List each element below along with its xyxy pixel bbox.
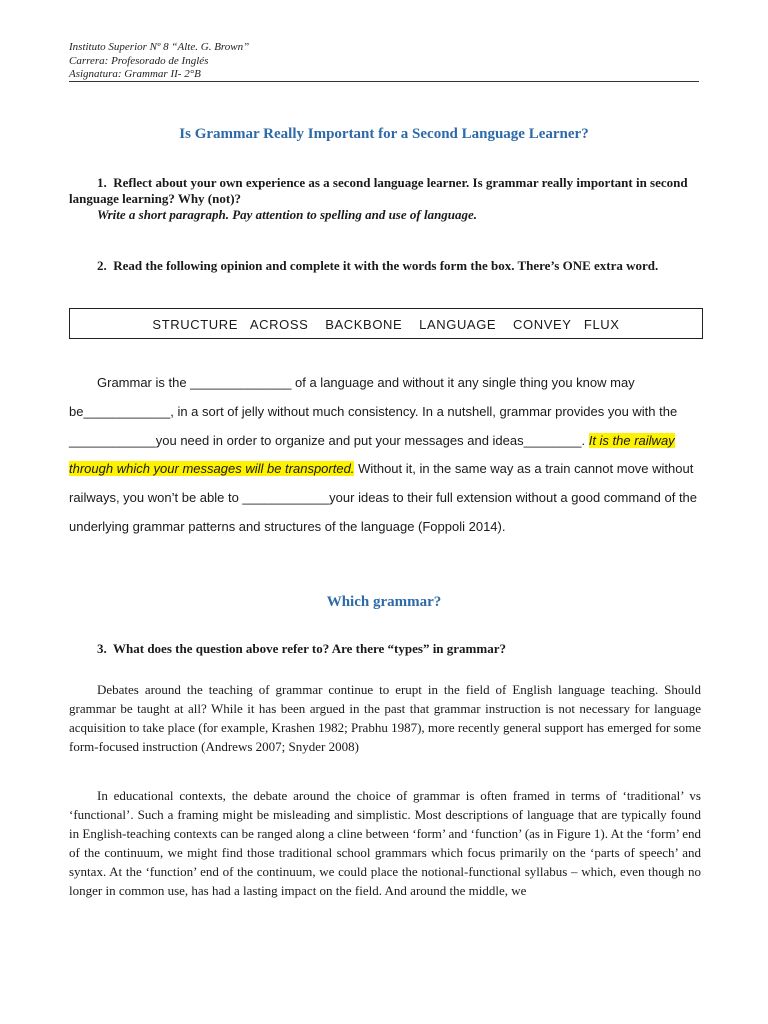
page-title: Is Grammar Really Important for a Second Language Learner? (179, 126, 589, 142)
section-subtitle: Which grammar? (326, 594, 442, 610)
body-paragraph-2: In educational contexts, the debate around the choice of grammar is often framed in terms of ‘traditional’ vs ‘functional’. Such a framing might be misleading and simplistic. Most descriptions of language that are typically found in English-teaching contexts can be ranged along a cline between ‘form’ and ‘function’ (as in Figure 1). At the ‘form’ end of the continuum, we might find those traditional school grammars which focus primarily on the ‘parts of speech’ and syntax. At the ‘function’ end of the continuum, we could place the notional-functional syllabus – which, even though no longer in common use, has had a lasting impact on the field. And around the middle, we (69, 788, 701, 898)
question-3-number: 3. (97, 641, 107, 656)
question-2-number: 2. (97, 258, 107, 273)
career-line: Carrera: Profesorado de Inglés (69, 54, 209, 67)
question-1-number: 1. (97, 175, 107, 190)
word-box-words: STRUCTURE ACROSS BACKBONE LANGUAGE CONVEY FLUX (152, 317, 620, 332)
opinion-text-1: Grammar is the ______________ of a language and without it any single thing you know may be____________, in a sort of jelly without much consistency. In a nutshell, grammar provides you with the ____________you need in order to organize and put your messages and ideas________. (69, 375, 678, 448)
question-1 (69, 175, 709, 223)
institution-line: Instituto Superior Nº 8 “Alte. G. Brown” (69, 41, 250, 53)
opinion-highlight: It is the railway through which your messages will be transported. (69, 432, 675, 477)
question-2-text: Read the following opinion and complete it with the words form the box. There’s ONE extra word. (113, 258, 659, 273)
question-3 (69, 641, 709, 657)
word-box (69, 308, 703, 339)
question-2 (69, 258, 709, 274)
question-1-text: Reflect about your own experience as a second language learner. Is grammar really important in second language learning? Why (not)? (69, 175, 688, 206)
header-divider (69, 81, 699, 82)
question-1-instruction: Write a short paragraph. Pay attention to spelling and use of language. (97, 207, 478, 222)
document-header (69, 41, 698, 82)
subject-line: Asignatura: Grammar II- 2°B (69, 68, 201, 80)
body-paragraph-1: Debates around the teaching of grammar continue to erupt in the field of English language teaching. Should grammar be taught at all? While it has been argued in the past that grammar instruction is not necessary for language acquisition to take place (for example, Krashen 1982; Prabhu 1987), more recently general support has emerged for some form-focused instruction (Andrews 2007; Snyder 2008) (69, 682, 701, 754)
question-3-text: What does the question above refer to? Are there “types” in grammar? (113, 641, 506, 656)
opinion-text-2: Without it, in the same way as a train cannot move without railways, you won’t be able to ____________your ideas to their full extension without a good command of the underlying grammar patterns and structures of the language (Foppoli 2014). (69, 461, 698, 534)
opinion-paragraph (69, 369, 701, 542)
